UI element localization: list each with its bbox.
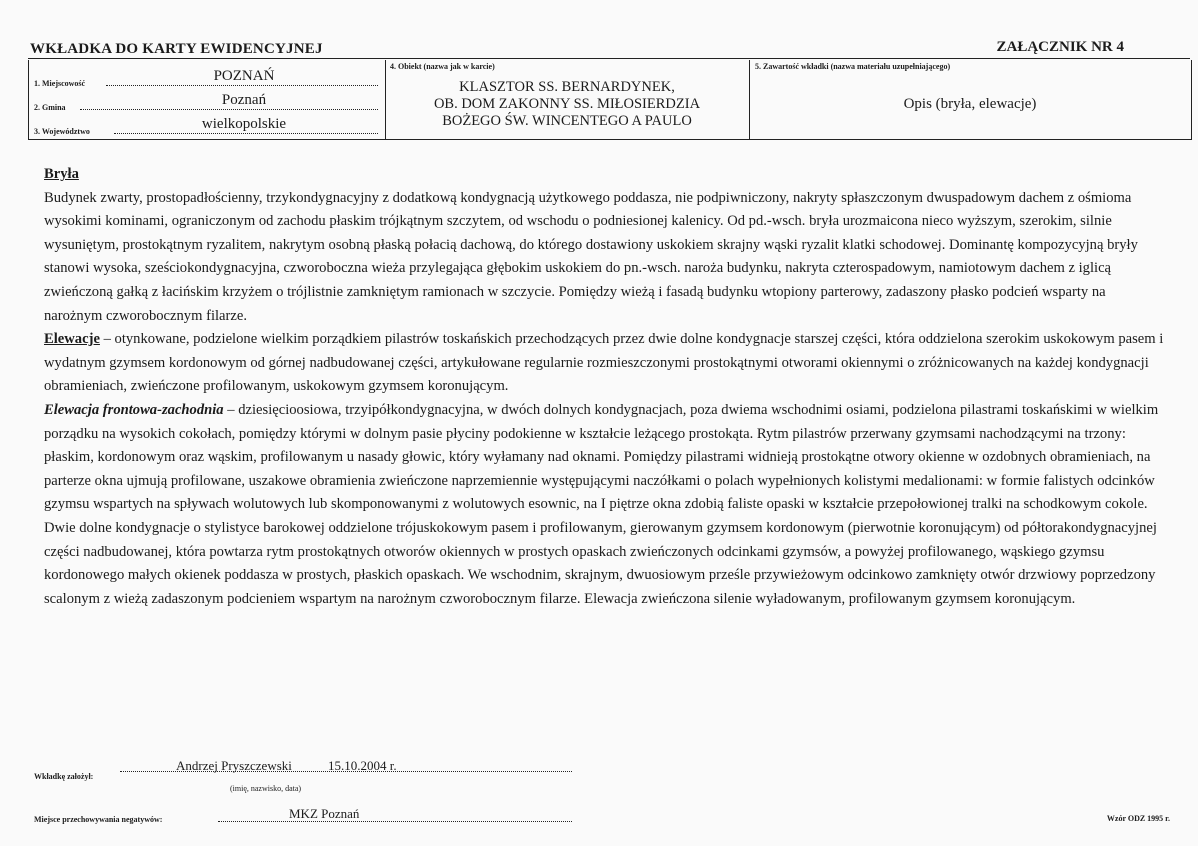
object-line: OB. DOM ZAKONNY SS. MIŁOSIERDZIA [433, 96, 701, 112]
field-gmina [34, 92, 378, 112]
description-body [44, 163, 1164, 611]
column-divider [749, 60, 750, 139]
header-rule [28, 58, 1190, 59]
annex-number: ZAŁĄCZNIK NR 4 [996, 39, 1124, 55]
field-value: Poznań [221, 92, 267, 108]
section-text: – otynkowane, podzielone wielkim porządkiem pilastrów toskańskich przechodzących przez dwie dolne kondygnacje starszej części, która oddzielona szerokim uskokowym pasem i wydatnym gzymsem kordonowym od górnej nadbudowanej części, artykułowane regularnie rozmieszczonymi prostokątnymi otworami okiennymi o zróżnicowanych na każdej kondygnacji obramieniach, zwieńczone profilowanym, uskokowym gzymsem koronującym. [44, 331, 1164, 395]
author-note: (imię, nazwisko, data) [230, 784, 302, 793]
object-line: KLASZTOR SS. BERNARDYNEK, [459, 79, 675, 95]
content-label: 5. Zawartość wkładki (nazwa materiału uzupełniającego) [755, 62, 951, 71]
section-text: – dziesięcioosiowa, trzyipółkondygnacyjna, w dwóch dolnych kondygnacjach, poza dwiema wschodnimi osiami, podzielona pilastrami toskańskimi w wielkim porządku na wysokich cokołach, pomiędzy którymi w dolnym pasie płyciny podokienne w kształcie leżącego prostokąta. Rytm pilastrów przerwany gzymsami nachodzącymi na trzony: płaskim, kordonowym oraz wąskim, profilowanym u nasady głowic, który wyłamany nad oknami. Pomiędzy pilastrami widnieją prostokątne otwory okienne w ozdobnych obramieniach, na parterze okna ujmują profilowane, uszakowe obramienia zwieńczone naprzemiennie występującymi naczółkami o polach wypełnionych kolistymi medalionami: w formie falistych odcinków gzymsu wspartych na spływach wolutowych lub skomponowanymi z wolutowych esownic, na I piętrze okna zdobią faliste opaski w kształcie przepołowionej tralki na schodkowym cokole. Dwie dolne kondygnacje o stylistyce barokowej oddzielone trójuskokowym pasem i profilowanym, gierowanym gzymsem kordonowym (pierwotnie koronującym) od półtorakondygnacyjnej części nadbudowanej, która powtarza rytm prostokątnych otworów okiennych w prostych opaskach zwieńczonych odcinkami gzymsów, a powyżej profilowanego, wąskiego gzymsu kordonowego małych okienek poddasza w prostych, płaskich opaskach. We wschodnim, skrajnym, dwuosiowym prześle przywieżowym odcinkowo zamknięty otwór drzwiowy poprzedzony scalonym z wieżą zadaszonym podcieniem wspartym na narożnym czworobocznym filarze. Elewacja zwieńczona silenie wyładowanym, profilowanym gzymsem koronującym. [44, 401, 1159, 607]
object-label: 4. Obiekt (nazwa jak w karcie) [390, 62, 495, 71]
field-label: 2. Gmina [34, 103, 66, 112]
object-name [388, 79, 746, 130]
storage-label: Miejsce przechowywania negatywów: [34, 815, 163, 824]
dotted-line [114, 133, 378, 134]
storage-value: MKZ Poznań [289, 806, 360, 821]
section-heading: Bryła [44, 166, 79, 182]
template-note: Wzór ODZ 1995 r. [1106, 814, 1170, 823]
author-name: Andrzej Pryszczewski [176, 758, 292, 773]
field-value: POZNAŃ [213, 68, 275, 84]
object-line: BOŻEGO ŚW. WINCENTEGO A PAULO [442, 113, 692, 129]
field-label: 3. Województwo [34, 127, 90, 136]
section-heading: Elewacja frontowa-zachodnia [44, 401, 224, 418]
dotted-line [106, 85, 378, 86]
author-label: Wkładkę założył: [34, 772, 94, 781]
author-date: 15.10.2004 r. [328, 758, 397, 773]
field-value: wielkopolskie [201, 116, 287, 132]
field-label: 1. Miejscowość [34, 79, 86, 88]
section-heading: Elewacje [44, 331, 100, 348]
column-divider [385, 60, 386, 139]
field-miejscowosc [34, 68, 378, 88]
field-wojewodztwo [34, 116, 378, 136]
section-text: Budynek zwarty, prostopadłościenny, trzykondygnacyjny z dodatkową kondygnacją użytkowego poddasza, nie podpiwniczony, nakryty spłaszczonym dwuspadowym dachem z ośmioma wysokimi kominami, ograniczonym od zachodu płaskim trójkątnym szczytem, od wschodu o podniesionej kalenicy. Od pd.-wsch. bryła urozmaicona nieco wyższym, szerokim, silnie wysuniętym, prostokątnym ryzalitem, nakrytym osobną płaską połacią dachową, do którego dostawiony uskokiem skrajny wąski ryzalit klatki schodowej. Dominantę kompozycyjną bryły stanowi wysoka, sześciokondygnacyjna, czworoboczna wieża przylegająca głębokim uskokiem do pn.-wsch. naroża budynku, nakryta czterospadowym, namiotowym dachem z iglicą zwieńczoną gałką z łacińskim krzyżem o trójlistnie zamkniętym ramionach w szczycie. Pomiędzy wieżą i fasadą budynku wtopiony parterowy, zadaszony płasko podcień wsparty na narożnym czworobocznym filarze. [44, 189, 1138, 324]
document-title: WKŁADKA DO KARTY EWIDENCYJNEJ [30, 41, 323, 57]
content-value: Opis (bryła, elewacje) [903, 96, 1037, 112]
dotted-line [218, 821, 572, 822]
dotted-line [80, 109, 378, 110]
